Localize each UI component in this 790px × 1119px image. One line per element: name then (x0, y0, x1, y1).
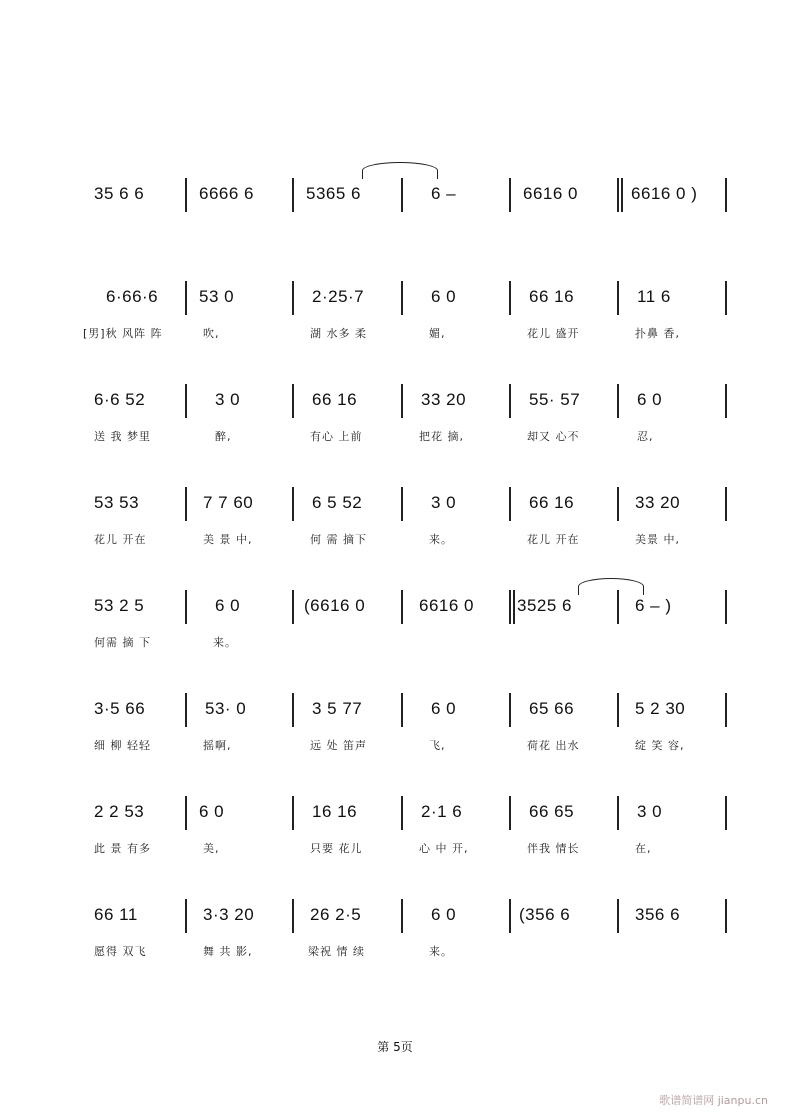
bar (401, 588, 509, 668)
barline (401, 487, 403, 521)
bar (80, 588, 185, 668)
lyric: 忍, (637, 430, 654, 443)
lyric: 美 景 中, (203, 533, 253, 546)
lyric: 扑鼻 香, (635, 327, 680, 340)
barline (185, 796, 187, 830)
barline (725, 487, 727, 521)
barline (185, 384, 187, 418)
barline (292, 899, 294, 933)
barline (617, 178, 619, 212)
page-number: 第 5页 (377, 1040, 413, 1054)
bar (80, 897, 185, 977)
bar (292, 691, 401, 771)
lyric: 绽 笑 容, (635, 739, 685, 752)
barline (509, 796, 511, 830)
notes: 35 6 6 (94, 184, 145, 203)
lyric: 醉, (215, 430, 232, 443)
barline (292, 796, 294, 830)
bar (509, 279, 617, 359)
notes: 6 – ) (635, 596, 672, 615)
bar (509, 382, 617, 462)
barline (292, 693, 294, 727)
barline (292, 178, 294, 212)
bar (80, 794, 185, 874)
bar (292, 588, 401, 668)
notes: 53· 0 (205, 699, 247, 718)
bar (185, 691, 292, 771)
notes: 53 2 5 (94, 596, 145, 615)
lyric: 伴我 情长 (527, 842, 580, 855)
barline (509, 487, 511, 521)
barline (725, 384, 727, 418)
barline (725, 899, 727, 933)
notes: 6 0 (199, 802, 225, 821)
bar (617, 382, 725, 462)
notes: 3·3 20 (203, 905, 255, 924)
bar (401, 382, 509, 462)
notes: 6616 0 ) (631, 184, 698, 203)
notes: 6·66·6 (106, 287, 159, 306)
barline (185, 693, 187, 727)
bar (509, 691, 617, 771)
notes: 65 66 (529, 699, 575, 718)
lyric: 花儿 开在 (94, 533, 147, 546)
barline (292, 281, 294, 315)
notes: 5 2 30 (635, 699, 686, 718)
bar (509, 588, 617, 668)
lyric: 只要 花儿 (310, 842, 363, 855)
bar (617, 691, 725, 771)
bar (185, 279, 292, 359)
barline (292, 590, 294, 624)
bar (509, 485, 617, 565)
notes: 5365 6 (306, 184, 361, 203)
bar (509, 794, 617, 874)
notes: 3 0 (637, 802, 663, 821)
bar (401, 485, 509, 565)
bar (401, 279, 509, 359)
lyric: 把花 摘, (419, 430, 464, 443)
bar (292, 485, 401, 565)
notes: 26 2·5 (310, 905, 362, 924)
lyric: 美, (203, 842, 220, 855)
notes: 6 0 (431, 287, 457, 306)
lyric: 吹, (203, 327, 220, 340)
bar (617, 279, 725, 359)
barline (401, 796, 403, 830)
barline (509, 384, 511, 418)
bar (401, 794, 509, 874)
system-1 (0, 176, 790, 256)
lyric: 湖 水多 柔 (310, 327, 367, 340)
bar (185, 382, 292, 462)
barline (725, 796, 727, 830)
barline (509, 178, 511, 212)
notes: 3·5 66 (94, 699, 146, 718)
notes: 6 5 52 (312, 493, 363, 512)
lyric: 舞 共 影, (203, 945, 253, 958)
notes: 6 – (431, 184, 457, 203)
notes: 6 0 (637, 390, 663, 409)
watermark: 歌谱简谱网 jianpu.cn (659, 1094, 768, 1107)
notes: 6·6 52 (94, 390, 146, 409)
bar (617, 176, 725, 256)
bar (617, 897, 725, 977)
notes: 6666 6 (199, 184, 254, 203)
lyric: 荷花 出水 (527, 739, 580, 752)
notes: 66 16 (312, 390, 358, 409)
slur (362, 162, 438, 179)
barline (185, 487, 187, 521)
lyric: [男]秋 风阵 阵 (83, 327, 163, 340)
lyric: 远 处 笛声 (310, 739, 367, 752)
barline (725, 178, 727, 212)
bar (292, 794, 401, 874)
system-2 (0, 279, 790, 359)
bar (401, 691, 509, 771)
notes: 66 16 (529, 493, 575, 512)
barline (617, 796, 619, 830)
bar (80, 279, 185, 359)
notes: 66 16 (529, 287, 575, 306)
notes: 7 7 60 (203, 493, 254, 512)
notes: 2·1 6 (421, 802, 463, 821)
system-6 (0, 691, 790, 771)
barline (617, 281, 619, 315)
notes: 6 0 (431, 905, 457, 924)
bar (401, 897, 509, 977)
barline (725, 590, 727, 624)
barline (401, 178, 403, 212)
bar (292, 382, 401, 462)
lyric: 美景 中, (635, 533, 680, 546)
lyric: 在, (635, 842, 652, 855)
lyric: 此 景 有多 (94, 842, 151, 855)
notes: 53 0 (199, 287, 235, 306)
bar (617, 588, 725, 668)
notes: 6616 0 (419, 596, 474, 615)
notes: 2 2 53 (94, 802, 145, 821)
lyric: 来。 (429, 945, 453, 958)
notes: 6 0 (431, 699, 457, 718)
lyric: 来。 (213, 636, 237, 649)
notes: 66 65 (529, 802, 575, 821)
barline (725, 693, 727, 727)
bar (292, 176, 401, 256)
notes: 3 5 77 (312, 699, 363, 718)
bar (80, 176, 185, 256)
lyric: 梁祝 情 续 (308, 945, 365, 958)
system-4 (0, 485, 790, 565)
bar (80, 485, 185, 565)
lyric: 何 需 摘下 (310, 533, 367, 546)
bar (509, 897, 617, 977)
notes: 53 53 (94, 493, 140, 512)
barline (292, 384, 294, 418)
bar (509, 176, 617, 256)
barline (509, 693, 511, 727)
barline (401, 590, 403, 624)
barline (185, 899, 187, 933)
barline (509, 899, 511, 933)
notes: 6616 0 (523, 184, 578, 203)
notes: 3 0 (215, 390, 241, 409)
bar (292, 897, 401, 977)
slur (578, 578, 644, 595)
notes: 55· 57 (529, 390, 581, 409)
barline (401, 899, 403, 933)
notes: 33 20 (421, 390, 467, 409)
lyric: 花儿 盛开 (527, 327, 580, 340)
lyric: 送 我 梦里 (94, 430, 151, 443)
notes: (6616 0 (304, 596, 366, 615)
lyric: 飞, (429, 739, 446, 752)
bar (185, 588, 292, 668)
barline (617, 693, 619, 727)
barline (509, 281, 511, 315)
notes: 356 6 (635, 905, 681, 924)
lyric: 心 中 开, (419, 842, 469, 855)
notes: 33 20 (635, 493, 681, 512)
notes: 3525 6 (517, 596, 572, 615)
lyric: 媚, (429, 327, 446, 340)
notes: 6 0 (215, 596, 241, 615)
bar (80, 691, 185, 771)
lyric: 摇啊, (203, 739, 232, 752)
barline (401, 693, 403, 727)
system-3 (0, 382, 790, 462)
barline (509, 590, 511, 624)
barline (617, 384, 619, 418)
system-5 (0, 588, 790, 668)
bar (185, 176, 292, 256)
barline (185, 281, 187, 315)
lyric: 愿得 双飞 (94, 945, 147, 958)
lyric: 何需 摘 下 (94, 636, 151, 649)
bar (292, 279, 401, 359)
barline (617, 899, 619, 933)
notes: 2·25·7 (312, 287, 365, 306)
barline (401, 384, 403, 418)
notes: 16 16 (312, 802, 358, 821)
lyric: 来。 (429, 533, 453, 546)
notes: 11 6 (637, 287, 671, 306)
bar (617, 794, 725, 874)
lyric: 却又 心不 (527, 430, 580, 443)
barline (292, 487, 294, 521)
system-8 (0, 897, 790, 977)
bar (185, 897, 292, 977)
barline (401, 281, 403, 315)
barline (185, 590, 187, 624)
bar (185, 485, 292, 565)
notes: 66 11 (94, 905, 138, 924)
lyric: 细 柳 轻轻 (94, 739, 151, 752)
barline (185, 178, 187, 212)
lyric: 花儿 开在 (527, 533, 580, 546)
lyric: 有心 上前 (310, 430, 363, 443)
bar (80, 382, 185, 462)
barline (617, 590, 619, 624)
bar (185, 794, 292, 874)
notes: (356 6 (519, 905, 571, 924)
barline (725, 281, 727, 315)
notes: 3 0 (431, 493, 457, 512)
system-7 (0, 794, 790, 874)
bar (617, 485, 725, 565)
bar (401, 176, 509, 256)
barline (617, 487, 619, 521)
